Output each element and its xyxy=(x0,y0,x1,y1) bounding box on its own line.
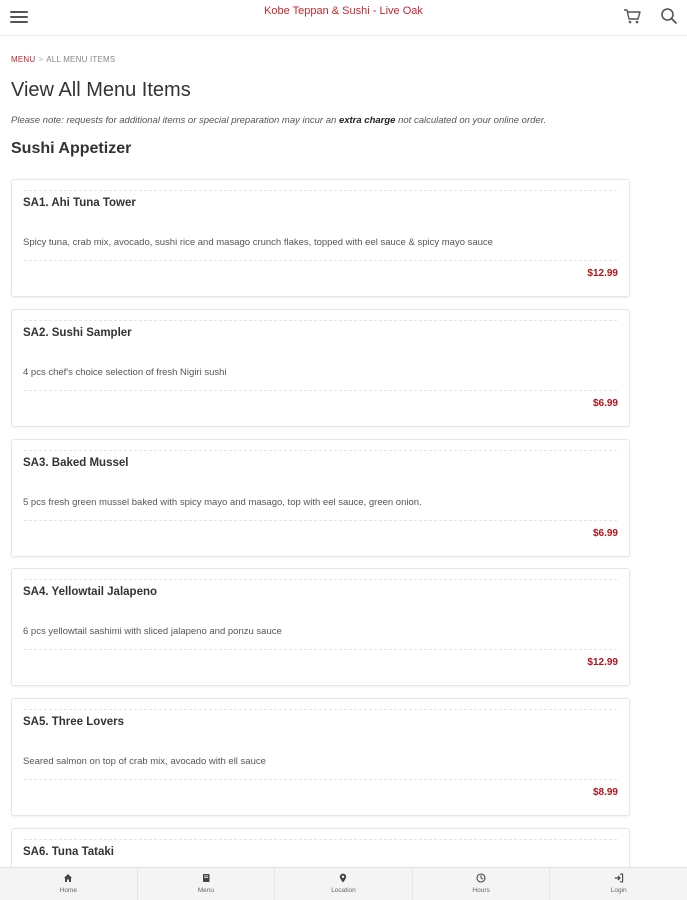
divider xyxy=(24,779,617,780)
breadcrumb-current: ALL MENU ITEMS xyxy=(46,55,116,64)
menu-item-card[interactable] xyxy=(11,439,630,557)
menu-item-card[interactable] xyxy=(11,698,630,816)
divider xyxy=(24,839,617,840)
nav-login[interactable] xyxy=(550,868,687,900)
item-name: SA5. Three Lovers xyxy=(23,716,124,728)
menu-item-card[interactable] xyxy=(11,568,630,686)
breadcrumb-menu-link[interactable]: MENU xyxy=(11,55,36,64)
divider xyxy=(24,649,617,650)
divider xyxy=(24,709,617,710)
map-pin-icon xyxy=(338,873,348,883)
menu-item-card[interactable] xyxy=(11,179,630,297)
extra-charge-note xyxy=(11,115,546,126)
nav-location[interactable] xyxy=(275,868,413,900)
search-icon[interactable] xyxy=(659,6,679,26)
breadcrumb xyxy=(11,55,115,64)
note-suffix: not calculated on your online order. xyxy=(395,115,547,126)
nav-home[interactable] xyxy=(0,868,138,900)
divider xyxy=(24,450,617,451)
breadcrumb-separator: > xyxy=(38,55,44,64)
restaurant-title[interactable]: Kobe Teppan & Sushi - Live Oak xyxy=(264,5,423,17)
divider xyxy=(24,320,617,321)
top-bar xyxy=(0,0,687,36)
nav-login-label: Login xyxy=(610,887,627,894)
item-description: 5 pcs fresh green mussel baked with spicy mayo and masago, top with eel sauce, green onion. xyxy=(23,497,422,508)
nav-home-label: Home xyxy=(59,887,77,894)
item-price: $12.99 xyxy=(587,268,618,279)
item-description: 4 pcs chef's choice selection of fresh Nigiri sushi xyxy=(23,367,227,378)
item-price: $8.99 xyxy=(592,787,618,798)
divider xyxy=(24,390,617,391)
book-icon xyxy=(201,873,211,883)
nav-location-label: Location xyxy=(331,887,356,894)
divider xyxy=(24,579,617,580)
nav-menu-label: Menu xyxy=(197,887,215,894)
item-name: SA3. Baked Mussel xyxy=(23,457,129,469)
item-name: SA2. Sushi Sampler xyxy=(23,327,132,339)
menu-item-card[interactable] xyxy=(11,309,630,427)
note-prefix: Please note: requests for additional items or special preparation may incur an xyxy=(11,115,339,126)
item-name: SA4. Yellowtail Jalapeno xyxy=(23,586,158,598)
divider xyxy=(24,260,617,261)
section-title: Sushi Appetizer xyxy=(11,140,132,157)
page-title: View All Menu Items xyxy=(11,79,191,101)
clock-icon xyxy=(476,873,486,883)
cart-icon[interactable] xyxy=(622,6,642,26)
nav-hours[interactable] xyxy=(413,868,551,900)
item-description: Spicy tuna, crab mix, avocado, sushi rice and masago crunch flakes, topped with eel sauce & spicy mayo sauce xyxy=(23,237,493,248)
home-icon xyxy=(63,873,73,883)
divider xyxy=(24,190,617,191)
item-price: $6.99 xyxy=(592,528,618,539)
login-icon xyxy=(614,873,624,883)
nav-hours-label: Hours xyxy=(472,887,490,894)
item-name: SA6. Tuna Tataki xyxy=(23,846,114,858)
divider xyxy=(24,520,617,521)
note-bold: extra charge xyxy=(338,115,396,126)
bottom-nav xyxy=(0,867,687,900)
item-description: Seared salmon on top of crab mix, avocado with ell sauce xyxy=(23,756,266,767)
nav-menu[interactable] xyxy=(138,868,276,900)
item-price: $12.99 xyxy=(587,657,618,668)
item-description: 6 pcs yellowtail sashimi with sliced jalapeno and ponzu sauce xyxy=(23,626,282,637)
item-price: $6.99 xyxy=(592,398,618,409)
item-name: SA1. Ahi Tuna Tower xyxy=(23,197,136,209)
